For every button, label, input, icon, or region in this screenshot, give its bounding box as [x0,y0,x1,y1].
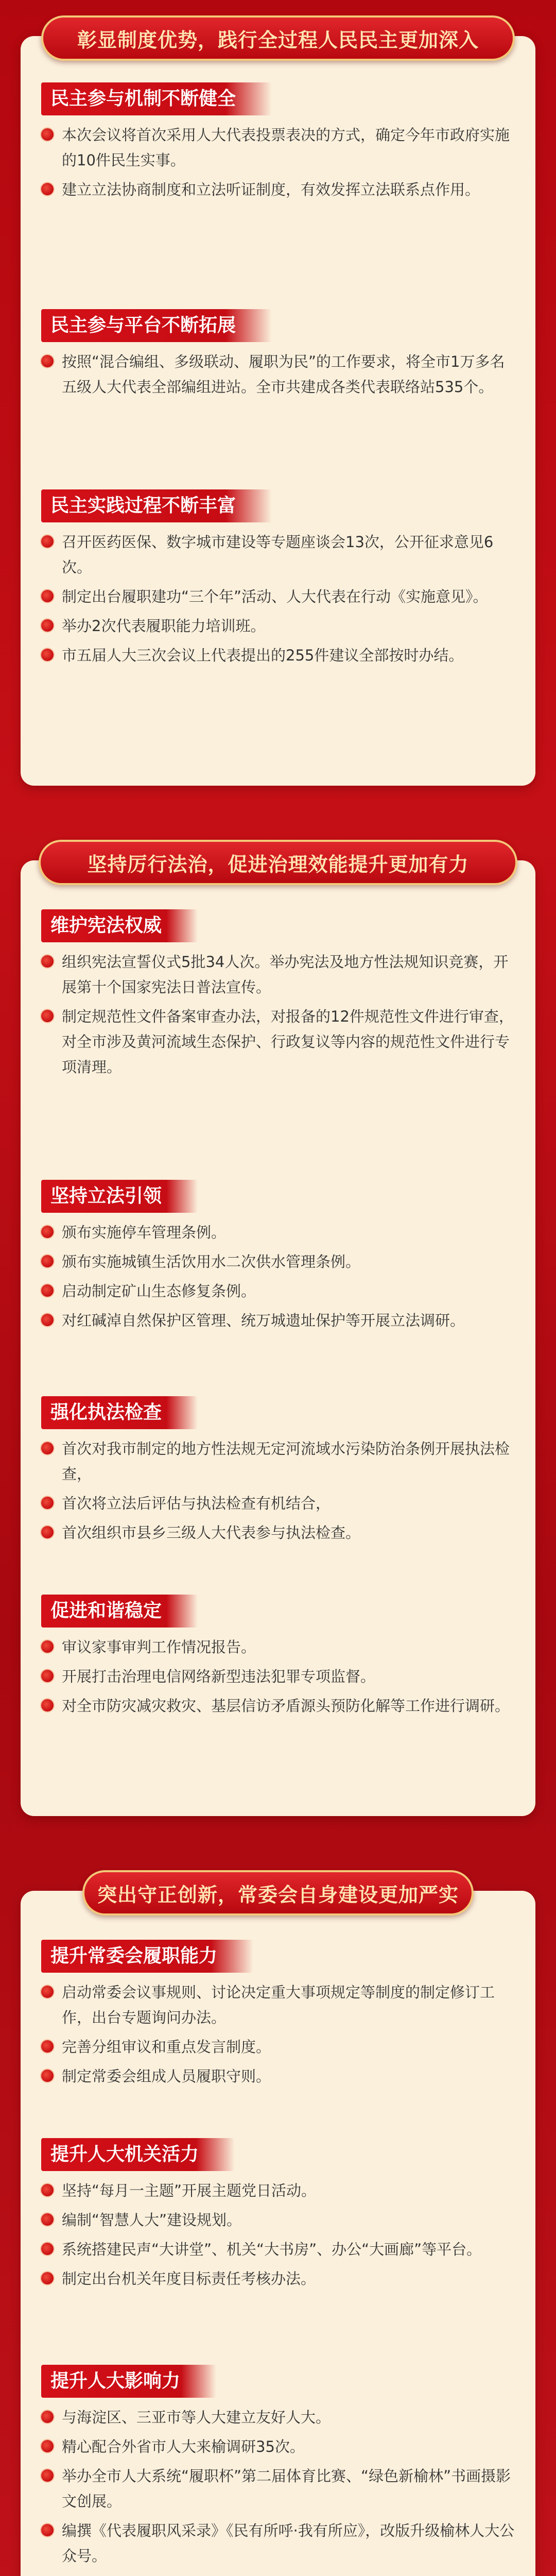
bullet-dot-icon [41,1010,54,1022]
bullet-dot-icon [41,2070,54,2082]
list-item: 市五届人大三次会议上代表提出的255件建议全部按时办结。 [41,643,515,668]
list-item: 对全市防灾减灾救灾、基层信访矛盾源头预防化解等工作进行调研。 [41,1693,515,1719]
bullet-dot-icon [41,535,54,548]
bullet-dot-icon [41,1314,54,1326]
bullet-dot-icon [41,2272,54,2284]
list-item: 颁布实施停车管理条例。 [41,1220,515,1245]
list-item: 建立立法协商制度和立法听证制度，有效发挥立法联系点作用。 [41,177,515,202]
card-democracy [21,28,535,786]
section-participation-platform [41,309,515,404]
card-self-building [21,1883,535,2576]
list-item: 启动常委会议事规则、讨论决定重大事项规定等制度的制定修订工作，出台专题询问办法。 [41,1980,515,2030]
list-item: 坚持“每月一主题”开展主题党日活动。 [41,2178,515,2204]
section-title: 民主实践过程不断丰富 [41,489,272,522]
bullet-dot-icon [41,1640,54,1653]
bullet-dot-icon [41,128,54,141]
card-rule-of-law [21,853,535,1816]
section-title: 维护宪法权威 [41,909,198,942]
section-title: 提升常委会履职能力 [41,1940,253,1973]
section-title: 强化执法检查 [41,1396,198,1429]
list-item: 系统搭建民声“大讲堂”、机关“大书房”、办公“大画廊”等平台。 [41,2237,515,2262]
bullet-dot-icon [41,2243,54,2255]
section-title: 民主参与机制不断健全 [41,82,272,115]
bullet-dot-icon [41,619,54,632]
list-item: 制定规范性文件备案审查办法，对报备的12件规范性文件进行审查，对全市涉及黄河流域生态保护、行政复议等内容的规范性文件进行专项清理。 [41,1004,515,1080]
list-item: 制定出台履职建功“三个年”活动、人大代表在行动《实施意见》。 [41,584,515,609]
list-item: 首次对我市制定的地方性法规无定河流域水污染防治条例开展执法检查， [41,1436,515,1487]
list-item: 审议家事审判工作情况报告。 [41,1635,515,1660]
list-item: 编制“智慧人大”建设规划。 [41,2208,515,2233]
list-item: 编撰《代表履职风采录》《民有所呼·我有所应》，改版升级榆林人大公众号。 [41,2518,515,2569]
bullet-dot-icon [41,1255,54,1267]
bullet-dot-icon [41,183,54,195]
list-item: 制定常委会组成人员履职守则。 [41,2064,515,2089]
list-item: 开展打击治理电信网络新型违法犯罪专项监督。 [41,1664,515,1689]
bullet-dot-icon [41,2469,54,2482]
card-banner: 突出守正创新，常委会自身建设更加严实 [82,1870,474,1916]
section-law-enforcement [41,1396,515,1550]
section-title: 提升人大机关活力 [41,2138,235,2171]
bullet-dot-icon [41,1442,54,1454]
bullet-dot-icon [41,649,54,661]
bullet-dot-icon [41,590,54,602]
bullet-dot-icon [41,1226,54,1238]
list-item: 本次会议将首次采用人大代表投票表决的方式，确定今年市政府实施的10件民生实事。 [41,123,515,173]
list-item: 精心配合外省市人大来榆调研35次。 [41,2434,515,2460]
list-item: 举办2次代表履职能力培训班。 [41,614,515,639]
bullet-dot-icon [41,1699,54,1711]
list-item: 召开医药医保、数字城市建设等专题座谈会13次，公开征求意见6次。 [41,530,515,580]
bullet-dot-icon [41,955,54,968]
section-title: 提升人大影响力 [41,2365,216,2398]
section-participation-mechanism [41,82,515,207]
bullet-dot-icon [41,2184,54,2196]
section-harmony-stability [41,1595,515,1723]
list-item: 组织宪法宣誓仪式5批34人次。举办宪法及地方性法规知识竞赛，开展第十个国家宪法日普法宣传。 [41,950,515,1000]
section-title: 坚持立法引领 [41,1180,198,1213]
section-legislation [41,1180,515,1337]
list-item: 与海淀区、三亚市等人大建立友好人大。 [41,2405,515,2430]
card-banner: 坚持厉行法治，促进治理效能提升更加有力 [39,840,517,885]
section-committee-capacity [41,1940,515,2093]
list-item: 首次将立法后评估与执法检查有机结合， [41,1491,515,1516]
list-item: 完善分组审议和重点发言制度。 [41,2035,515,2060]
bullet-dot-icon [41,1670,54,1682]
list-item: 对红碱淖自然保护区管理、统万城遗址保护等开展立法调研。 [41,1308,515,1333]
section-title: 民主参与平台不断拓展 [41,309,272,342]
list-item: 制定出台机关年度目标责任考核办法。 [41,2266,515,2292]
bullet-dot-icon [41,1986,54,1998]
bullet-dot-icon [41,1284,54,1297]
section-agency-vitality [41,2138,515,2296]
section-constitution [41,909,515,1084]
card-banner: 彰显制度优势，践行全过程人民民主更加深入 [41,15,515,61]
bullet-dot-icon [41,2411,54,2423]
list-item: 启动制定矿山生态修复条例。 [41,1279,515,1304]
list-item: 颁布实施城镇生活饮用水二次供水管理条例。 [41,1249,515,1275]
section-practice-process [41,489,515,672]
bullet-dot-icon [41,2213,54,2226]
bullet-dot-icon [41,1526,54,1538]
list-item: 举办全市人大系统“履职杯”第二届体育比赛、“绿色新榆林”书画摄影文创展。 [41,2464,515,2514]
list-item: 首次组织市县乡三级人大代表参与执法检查。 [41,1520,515,1546]
bullet-dot-icon [41,2040,54,2053]
list-item: 按照“混合编组、多级联动、履职为民”的工作要求，将全市1万多名五级人大代表全部编组进站。全市共建成各类代表联络站535个。 [41,349,515,400]
bullet-dot-icon [41,1497,54,1509]
bullet-dot-icon [41,2524,54,2536]
bullet-dot-icon [41,355,54,367]
section-influence [41,2365,515,2573]
section-title: 促进和谐稳定 [41,1595,198,1628]
bullet-dot-icon [41,2440,54,2452]
